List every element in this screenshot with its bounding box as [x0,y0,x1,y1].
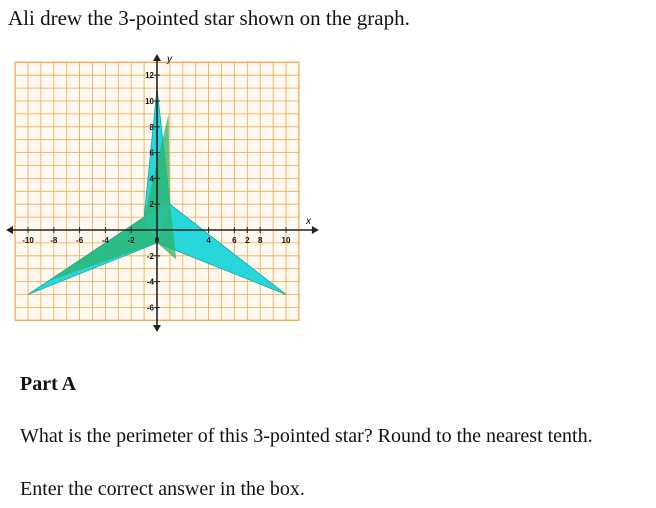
y-tick-label: -4 [146,277,154,287]
x-tick-label: 2 [245,236,250,245]
y-tick-label: 8 [149,122,154,132]
x-tick-label: 8 [257,236,263,245]
x-tick-label: 0 [154,236,160,245]
instruction-text: Enter the correct answer in the box. [20,478,305,500]
x-axis-arrow-left [6,226,13,234]
x-tick-label: -10 [22,236,34,245]
x-tick-label: -8 [50,236,58,245]
y-tick-label: -2 [146,251,154,261]
y-axis-label: y [167,54,172,65]
x-tick-label: 6 [232,236,237,245]
y-tick-label: -6 [146,303,154,313]
y-tick-label: 6 [149,148,154,158]
intro-text: Ali drew the 3-pointed star shown on the graph. [8,6,410,30]
x-tick-label: 10 [281,236,291,245]
x-axis-arrow-right [312,226,319,234]
y-axis-arrow-down [153,325,161,332]
x-axis-label: x [306,216,311,227]
y-tick-label: 4 [149,174,154,184]
y-tick-label: 10 [145,97,154,106]
part-title: Part A [20,373,77,395]
y-axis-arrow-up [153,54,161,61]
x-tick-label: -4 [101,236,109,245]
x-tick-label: -2 [127,236,135,245]
y-tick-label: 12 [145,71,154,81]
x-tick-label: 4 [206,236,211,245]
x-tick-label: -6 [76,236,84,245]
question-text: What is the perimeter of this 3-pointed star? Round to the nearest tenth. [20,425,593,447]
y-tick-label: 2 [149,200,154,210]
